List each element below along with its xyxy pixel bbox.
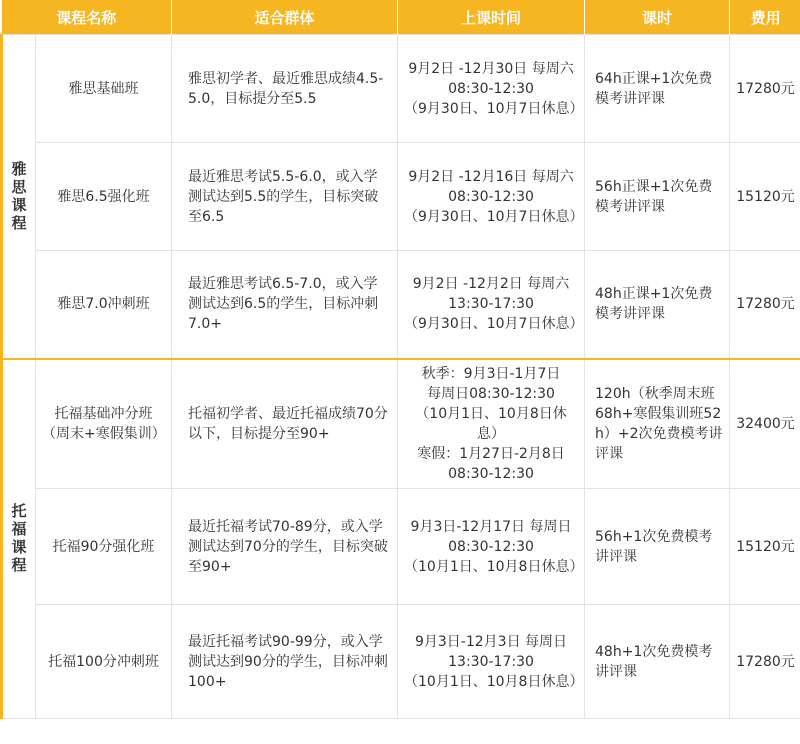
course-name-cell: 雅思6.5强化班: [36, 143, 172, 251]
header-schedule: 上课时间: [398, 0, 585, 35]
hours-cell: 48h+1次免费模考讲评课: [585, 605, 730, 719]
hours-cell: 64h正课+1次免费模考讲评课: [585, 35, 730, 143]
hours-cell: 56h正课+1次免费模考讲评课: [585, 143, 730, 251]
fee-cell: 17280元: [730, 35, 800, 143]
schedule-cell: 秋季：9月3日-1月7日 每周日08:30-12:30 （10月1日、10月8日休息） 寒假：1月27日-2月8日 08:30-12:30: [398, 359, 585, 489]
header-course-name: 课程名称: [2, 0, 172, 35]
table-row: [2, 143, 800, 251]
hours-cell: 120h（秋季周末班68h+寒假集训班52h）+2次免费模考讲评课: [585, 359, 730, 489]
fee-cell: 17280元: [730, 605, 800, 719]
header-audience: 适合群体: [172, 0, 398, 35]
schedule-cell: 9月2日 -12月2日 每周六 13:30-17:30 （9月30日、10月7日休息）: [398, 251, 585, 359]
course-name-cell: 托福100分冲刺班: [36, 605, 172, 719]
header-fee: 费用: [730, 0, 800, 35]
table-row: [2, 35, 800, 143]
table-row: [2, 605, 800, 719]
header-hours: 课时: [585, 0, 730, 35]
fee-cell: 17280元: [730, 251, 800, 359]
fee-cell: 32400元: [730, 359, 800, 489]
category-label: 托福课程: [11, 502, 27, 575]
category-ielts: [2, 35, 36, 359]
course-name-cell: 托福90分强化班: [36, 489, 172, 605]
table-row: [2, 251, 800, 359]
audience-cell: 最近托福考试70-89分，或入学测试达到70分的学生，目标突破至90+: [172, 489, 398, 605]
table-row: [2, 489, 800, 605]
course-name-cell: 托福基础冲分班 （周末+寒假集训）: [36, 359, 172, 489]
audience-cell: 托福初学者、最近托福成绩70分以下，目标提分至90+: [172, 359, 398, 489]
schedule-cell: 9月2日 -12月16日 每周六 08:30-12:30 （9月30日、10月7日休息）: [398, 143, 585, 251]
schedule-cell: 9月3日-12月3日 每周日 13:30-17:30 （10月1日、10月8日休息）: [398, 605, 585, 719]
hours-cell: 56h+1次免费模考讲评课: [585, 489, 730, 605]
hours-cell: 48h正课+1次免费模考讲评课: [585, 251, 730, 359]
table-header-row: [2, 0, 800, 35]
audience-cell: 最近雅思考试6.5-7.0，或入学测试达到6.5的学生，目标冲刺7.0+: [172, 251, 398, 359]
schedule-cell: 9月2日 -12月30日 每周六 08:30-12:30 （9月30日、10月7日休息）: [398, 35, 585, 143]
schedule-cell: 9月3日-12月17日 每周日 08:30-12:30 （10月1日、10月8日休息）: [398, 489, 585, 605]
fee-cell: 15120元: [730, 143, 800, 251]
course-name-cell: 雅思7.0冲刺班: [36, 251, 172, 359]
audience-cell: 最近雅思考试5.5-6.0，或入学测试达到5.5的学生，目标突破至6.5: [172, 143, 398, 251]
audience-cell: 最近托福考试90-99分，或入学测试达到90分的学生，目标冲刺100+: [172, 605, 398, 719]
audience-cell: 雅思初学者、最近雅思成绩4.5-5.0，目标提分至5.5: [172, 35, 398, 143]
course-name-cell: 雅思基础班: [36, 35, 172, 143]
category-label: 雅思课程: [11, 159, 27, 232]
table-row: [2, 359, 800, 489]
fee-cell: 15120元: [730, 489, 800, 605]
category-toefl: [2, 359, 36, 719]
